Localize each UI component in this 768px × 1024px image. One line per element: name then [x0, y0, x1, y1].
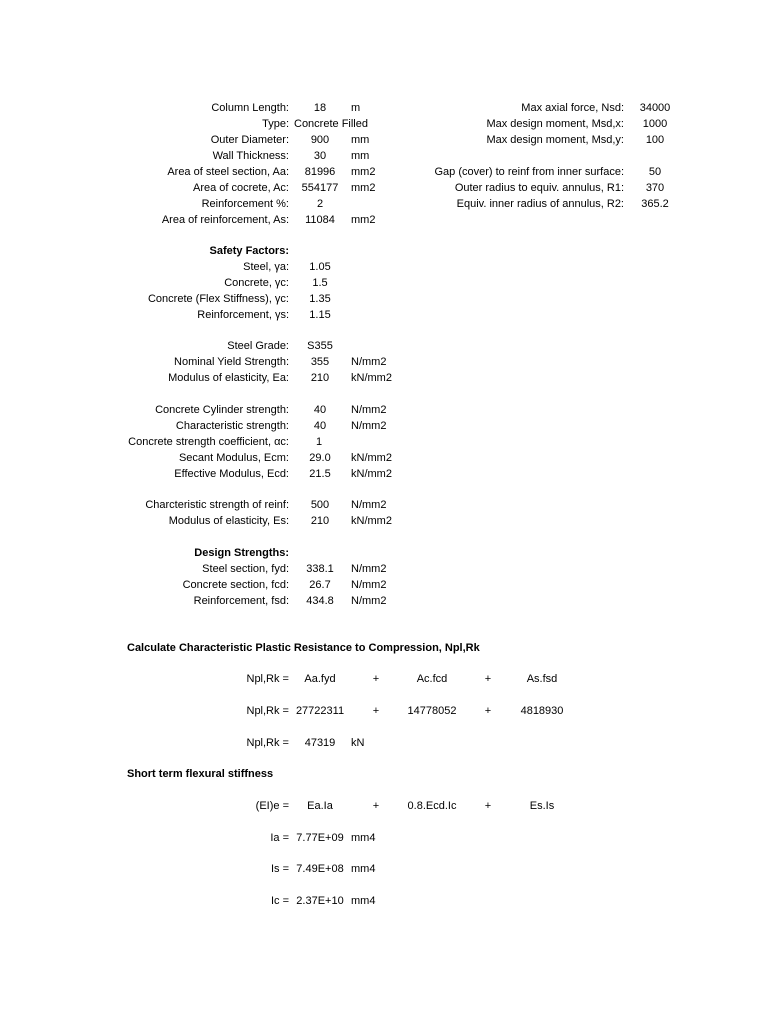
equation-term: Ea.Ia [307, 800, 333, 812]
design-row-reinforcement [0, 593, 768, 609]
row-value: 100 [645, 134, 665, 146]
row-value: 34000 [639, 102, 671, 114]
row-label: Effective Modulus, Ecd: [174, 468, 289, 480]
right-row-moment-y [0, 132, 768, 148]
row-label: Steel, γa: [243, 261, 289, 273]
equation-lhs: Is = [270, 863, 289, 875]
row-value: 2 [316, 198, 324, 210]
row-value: 1 [315, 436, 323, 448]
equation-lhs: Npl,Rk = [246, 737, 289, 749]
row-label: Concrete, γc: [224, 277, 289, 289]
row-value: 365.2 [641, 198, 669, 210]
safety-row-concrete-flex [0, 291, 768, 307]
equation-term: As.fsd [526, 673, 558, 685]
row-label: Concrete Cylinder strength: [155, 404, 289, 416]
row-label: Equiv. inner radius of annulus, R2: [456, 198, 624, 210]
plastic-equation-result [0, 735, 768, 751]
row-label: Modulus of elasticity, Ea: [168, 372, 289, 384]
plus-sign: + [484, 673, 492, 685]
flex-row-ic [0, 893, 768, 909]
equation-unit: mm4 [351, 863, 376, 875]
flex-equation-symbolic [0, 798, 768, 814]
row-label: Reinforcement %: [201, 198, 289, 210]
row-value: 1.35 [309, 293, 331, 305]
flex-row-ia [0, 830, 768, 846]
row-value: 30 [313, 150, 327, 162]
equation-term: 27722311 [295, 705, 345, 717]
row-label: Gap (cover) to reinf from inner surface: [434, 166, 624, 178]
row-unit: N/mm2 [351, 420, 387, 432]
row-unit: N/mm2 [351, 499, 387, 511]
row-value: 18 [313, 102, 327, 114]
row-unit: mm2 [351, 214, 376, 226]
plus-sign: + [372, 705, 380, 717]
row-unit: mm2 [351, 182, 376, 194]
design-row-concrete [0, 577, 768, 593]
row-value: Concrete Filled [294, 118, 368, 130]
concrete-row-coefficient [0, 434, 768, 450]
row-unit: N/mm2 [351, 563, 387, 575]
row-value: 500 [310, 499, 330, 511]
row-value: 210 [310, 515, 330, 527]
steel-row-modulus [0, 370, 768, 386]
equation-term: 4818930 [520, 705, 564, 717]
equation-unit: mm4 [351, 832, 376, 844]
row-label: Max axial force, Nsd: [521, 102, 624, 114]
row-value: 11084 [305, 214, 335, 226]
right-row-inner-radius [0, 196, 768, 212]
equation-term: 0.8.Ecd.Ic [407, 800, 457, 812]
row-value: 900 [310, 134, 330, 146]
row-label: Column Length: [211, 102, 289, 114]
plus-sign: + [372, 673, 380, 685]
plastic-equation-symbolic [0, 671, 768, 687]
row-value: 1.05 [309, 261, 331, 273]
row-value: 434.8 [306, 595, 334, 607]
row-value: 355 [310, 356, 330, 368]
plastic-resistance-heading [0, 640, 768, 656]
equation-term: Es.Is [529, 800, 555, 812]
equation-value: 7.49E+08 [296, 863, 344, 875]
equation-result: 47319 [304, 737, 336, 749]
section-heading: Calculate Characteristic Plastic Resistance to Compression, Npl,Rk [127, 642, 480, 654]
row-unit: N/mm2 [351, 404, 387, 416]
input-row-reinforcement-area [0, 212, 768, 228]
row-label: Type: [262, 118, 289, 130]
section-heading: Short term flexural stiffness [127, 768, 274, 780]
row-value: S355 [307, 340, 333, 352]
row-unit: m [351, 102, 361, 114]
row-label: Steel Grade: [227, 340, 289, 352]
row-value: 370 [645, 182, 665, 194]
row-value: 1.5 [312, 277, 328, 289]
input-row-wall-thickness [0, 148, 768, 164]
equation-lhs: Npl,Rk = [246, 673, 289, 685]
equation-lhs: Npl,Rk = [246, 705, 289, 717]
equation-lhs: Ia = [270, 832, 289, 844]
row-unit: kN/mm2 [351, 372, 392, 384]
right-row-moment-x [0, 116, 768, 132]
row-unit: N/mm2 [351, 595, 387, 607]
right-row-gap-cover [0, 164, 768, 180]
row-unit: N/mm2 [351, 579, 387, 591]
row-value: 21.5 [309, 468, 331, 480]
row-label: Concrete section, fcd: [182, 579, 289, 591]
row-label: Max design moment, Msd,y: [486, 134, 624, 146]
equation-term: Aa.fyd [304, 673, 336, 685]
section-heading: Design Strengths: [194, 547, 289, 559]
safety-row-concrete [0, 275, 768, 291]
row-label: Nominal Yield Strength: [174, 356, 289, 368]
safety-row-steel [0, 259, 768, 275]
design-strengths-heading [0, 545, 768, 561]
row-unit: mm [351, 150, 370, 162]
concrete-row-secant [0, 450, 768, 466]
safety-factors-heading [0, 243, 768, 259]
row-value: 338.1 [306, 563, 334, 575]
row-label: Max design moment, Msd,x: [486, 118, 624, 130]
right-row-outer-radius [0, 180, 768, 196]
row-value: 29.0 [309, 452, 331, 464]
row-value: 50 [648, 166, 662, 178]
row-label: Modulus of elasticity, Es: [168, 515, 289, 527]
equation-value: 2.37E+10 [296, 895, 344, 907]
concrete-row-characteristic [0, 418, 768, 434]
row-label: Area of reinforcement, As: [161, 214, 289, 226]
row-label: Wall Thickness: [212, 150, 289, 162]
row-label: Area of steel section, Aa: [167, 166, 289, 178]
steel-row-yield [0, 354, 768, 370]
row-value: 554177 [301, 182, 339, 194]
equation-term: Ac.fcd [416, 673, 448, 685]
section-heading: Safety Factors: [209, 245, 289, 257]
row-label: Charcteristic strength of reinf: [145, 499, 289, 511]
steel-row-grade [0, 338, 768, 354]
equation-lhs: Ic = [270, 895, 289, 907]
row-value: 210 [310, 372, 330, 384]
row-unit: mm [351, 134, 370, 146]
row-label: Area of cocrete, Ac: [193, 182, 289, 194]
row-value: 40 [313, 404, 327, 416]
row-label: Outer radius to equiv. annulus, R1: [454, 182, 624, 194]
concrete-row-cylinder [0, 402, 768, 418]
row-value: 1000 [642, 118, 668, 130]
row-label: Characteristic strength: [175, 420, 289, 432]
row-label: Outer Diameter: [210, 134, 289, 146]
safety-row-reinforcement [0, 307, 768, 323]
row-label: Concrete strength coefficient, αc: [128, 436, 289, 448]
flex-row-is [0, 861, 768, 877]
row-label: Secant Modulus, Ecm: [178, 452, 289, 464]
plus-sign: + [484, 705, 492, 717]
row-label: Reinforcement, fsd: [193, 595, 289, 607]
reinf-row-modulus [0, 513, 768, 529]
plus-sign: + [372, 800, 380, 812]
row-label: Reinforcement, γs: [197, 309, 289, 321]
equation-unit: kN [351, 737, 365, 749]
row-label: Concrete (Flex Stiffness), γc: [147, 293, 289, 305]
row-value: 26.7 [309, 579, 331, 591]
design-row-steel [0, 561, 768, 577]
row-label: Steel section, fyd: [202, 563, 289, 575]
reinf-row-strength [0, 497, 768, 513]
equation-lhs: (EI)e = [255, 800, 289, 812]
equation-term: 14778052 [407, 705, 457, 717]
equation-unit: mm4 [351, 895, 376, 907]
row-unit: mm2 [351, 166, 376, 178]
flexural-stiffness-heading [0, 766, 768, 782]
row-value: 81996 [304, 166, 336, 178]
row-unit: N/mm2 [351, 356, 387, 368]
right-row-axial-force [0, 100, 768, 116]
plastic-equation-numeric [0, 703, 768, 719]
row-value: 1.15 [309, 309, 331, 321]
row-unit: kN/mm2 [351, 452, 392, 464]
concrete-row-effective [0, 466, 768, 482]
row-unit: kN/mm2 [351, 468, 392, 480]
row-value: 40 [313, 420, 327, 432]
row-unit: kN/mm2 [351, 515, 392, 527]
plus-sign: + [484, 800, 492, 812]
equation-value: 7.77E+09 [296, 832, 344, 844]
